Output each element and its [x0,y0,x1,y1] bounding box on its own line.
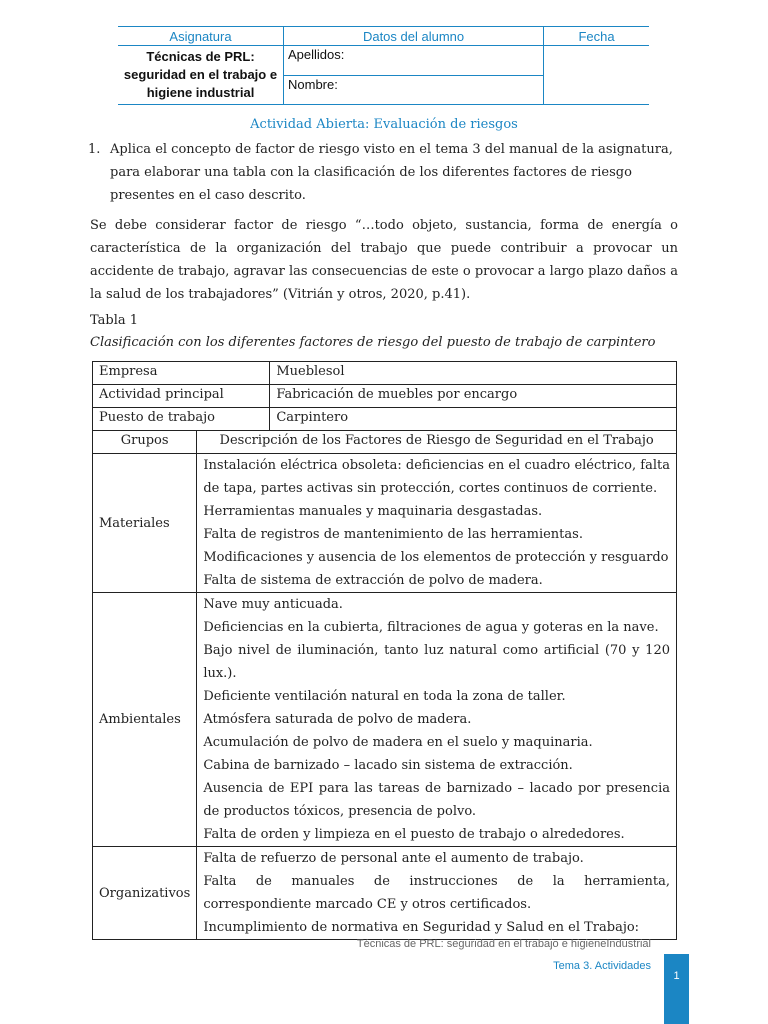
table-number: Tabla 1 [90,313,139,328]
page-number: 1 [673,970,680,982]
factor-item: Nave muy anticuada. [203,597,343,612]
table-caption: Clasificación con los diferentes factores de riesgo del puesto de trabajo de carpintero [90,335,656,350]
factor-item: Ausencia de EPI para las tareas de barnizado – lacado por presencia de productos tóxicos, presencia de polvo. [203,781,670,819]
risk-table [92,361,677,940]
header-col-date: Fecha [544,27,649,46]
factor-item: Falta de sistema de extracción de polvo de madera. [203,573,543,588]
factor-item: Falta de refuerzo de personal ante el aumento de trabajo. [203,851,584,866]
page-number-tab [664,954,689,1024]
groups-header: Grupos [93,431,197,454]
footer-section: Tema 3. Actividades [553,960,651,972]
materiales-factors [197,454,677,593]
factor-item: Modificaciones y ausencia de los elementos de protección y resguardo [203,550,669,565]
factor-item: Instalación eléctrica obsoleta: deficiencias en el cuadro eléctrico, falta de tapa, partes activas sin protección, cortes continuos de corriente. [203,458,670,496]
factor-item: Deficiencias en la cubierta, filtraciones de agua y goteras en la nave. [203,620,659,635]
subject-name: Técnicas de PRL: seguridad en el trabajo e higiene industrial [118,46,284,105]
group-ambientales: Ambientales [93,593,197,847]
company-value: Mueblesol [270,362,677,385]
question-item [88,138,678,207]
question-number: 1. [88,142,101,157]
factor-item: Atmósfera saturada de polvo de madera. [203,712,472,727]
name-field: Nombre: [284,75,544,105]
factor-item: Deficiente ventilación natural en toda la zona de taller. [203,689,566,704]
factor-item: Falta de registros de mantenimiento de las herramientas. [203,527,583,542]
activity-value: Fabricación de muebles por encargo [270,385,677,408]
header-col-student: Datos del alumno [284,27,544,46]
footer-course: Técnicas de PRL: seguridad en el trabajo e higieneIndustrial [356,938,651,950]
ambientales-factors [197,593,677,847]
organizativos-factors [197,847,677,940]
group-organizativos: Organizativos [93,847,197,940]
factor-item: Cabina de barnizado – lacado sin sistema de extracción. [203,758,573,773]
position-value: Carpintero [270,408,677,431]
company-label: Empresa [93,362,270,385]
factor-item: Falta de manuales de instrucciones de la herramienta, correspondiente marcado CE y otros certificados. [203,874,670,912]
position-label: Puesto de trabajo [93,408,270,431]
date-field [544,46,649,105]
group-materiales: Materiales [93,454,197,593]
activity-title: Actividad Abierta: Evaluación de riesgos [250,117,518,132]
factor-item: Falta de orden y limpieza en el puesto de trabajo o alrededores. [203,827,625,842]
activity-label: Actividad principal [93,385,270,408]
factor-item: Herramientas manuales y maquinaria desgastadas. [203,504,543,519]
factor-item: Acumulación de polvo de madera en el suelo y maquinaria. [203,735,593,750]
question-text: Aplica el concepto de factor de riesgo visto en el tema 3 del manual de la asignatura, para elaborar una tabla con la clasificación de los diferentes factores de riesgo presentes en el caso descrito. [110,142,673,203]
factor-item: Bajo nivel de iluminación, tanto luz natural como artificial (70 y 120 lux.). [203,643,670,681]
definition-paragraph: Se debe considerar factor de riesgo “…todo objeto, sustancia, forma de energía o característica de la organización del trabajo que puede contribuir a provocar un accidente de trabajo, agravar las consecuencias de este o provocar a largo plazo daños a la salud de los trabajadores” (Vitrián y otros, 2020, p.41). [90,218,678,302]
description-header: Descripción de los Factores de Riesgo de Seguridad en el Trabajo [197,431,677,454]
surname-field: Apellidos: [284,46,544,76]
factor-item: Incumplimiento de normativa en Seguridad y Salud en el Trabajo: [203,920,640,935]
header-table [118,26,649,105]
header-col-subject: Asignatura [118,27,284,46]
